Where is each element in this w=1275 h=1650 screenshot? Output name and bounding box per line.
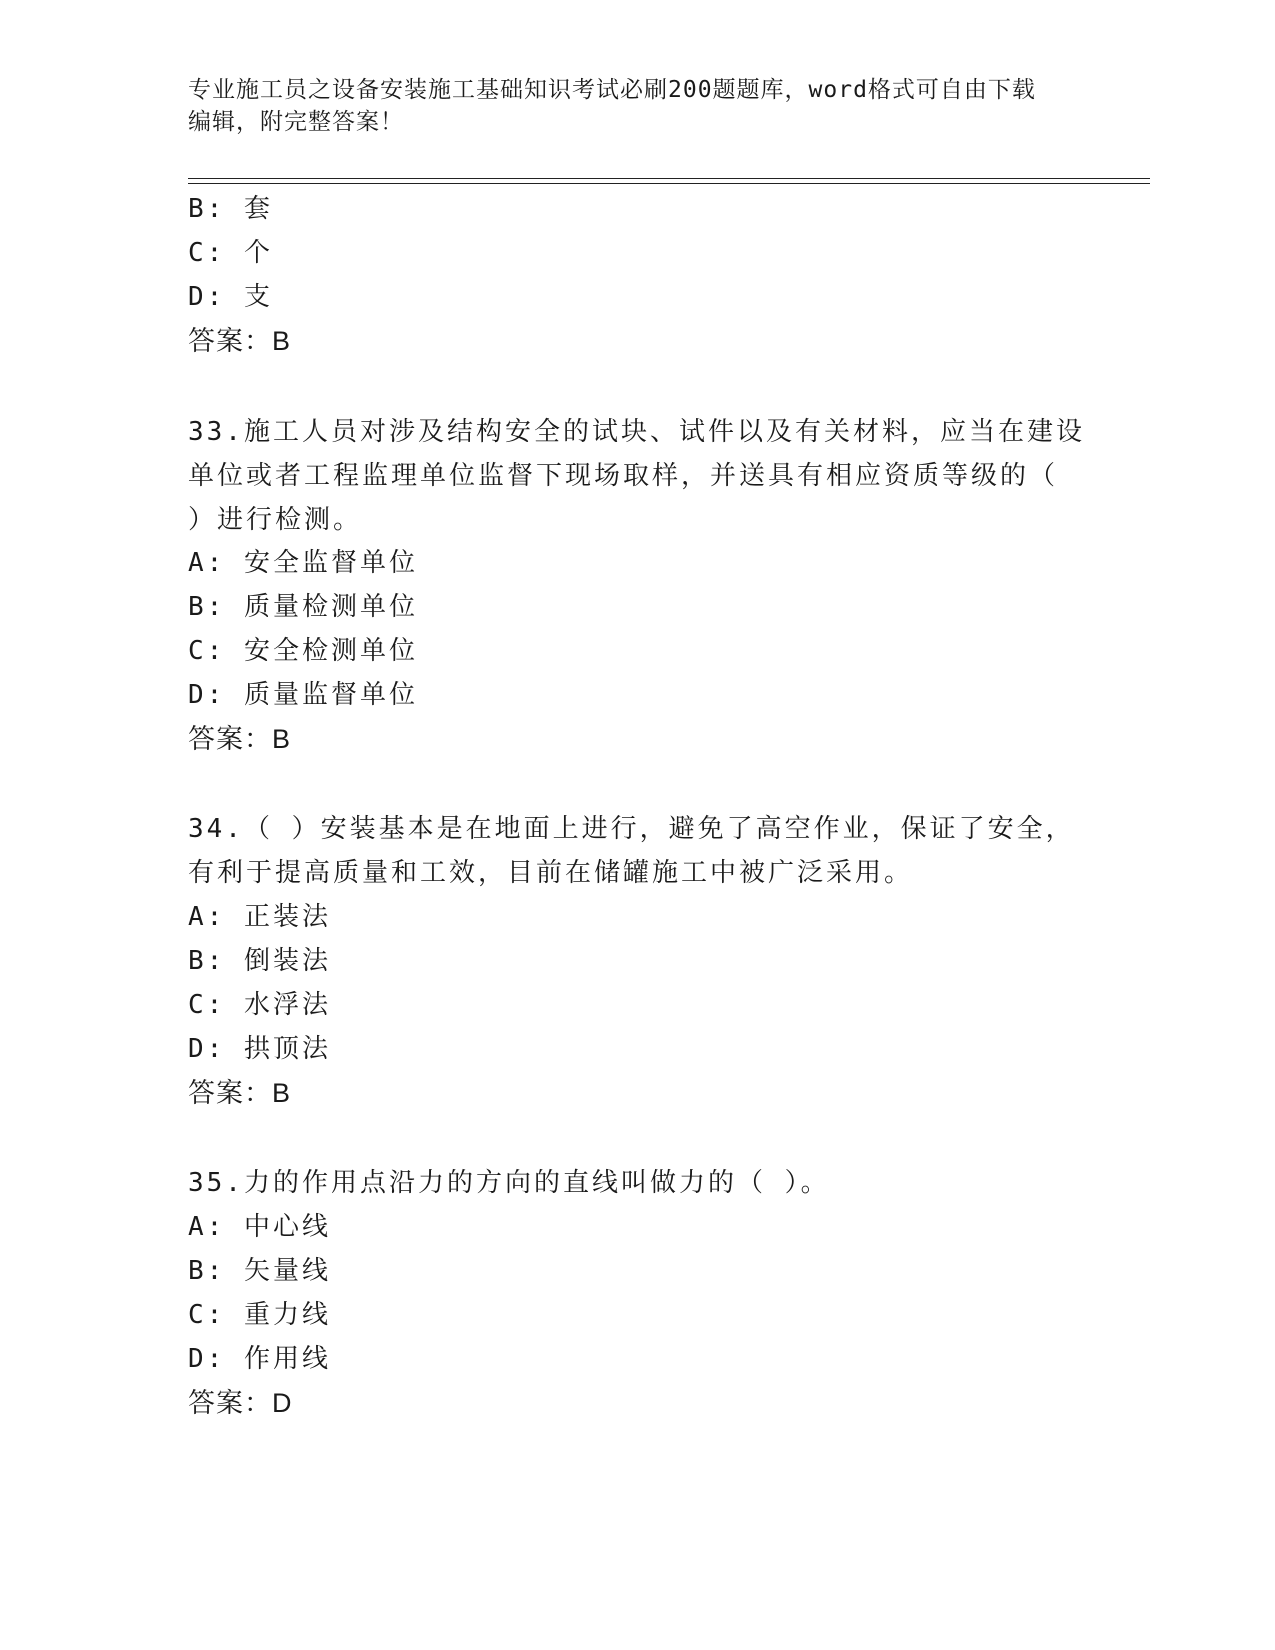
q34-option-a: A: 正装法 [188, 902, 331, 932]
page-header [188, 74, 1088, 138]
header-divider-top [188, 178, 1150, 179]
q33-option-d: D: 质量监督单位 [188, 680, 418, 710]
q34-option-b: B: 倒装法 [188, 946, 331, 976]
q35-option-c: C: 重力线 [188, 1300, 331, 1330]
q34-option-d: D: 拱顶法 [188, 1034, 331, 1064]
header-line-2: 编辑，附完整答案！ [188, 109, 404, 135]
header-line-1: 专业施工员之设备安装施工基础知识考试必刷200题题库，word格式可自由下载 [188, 77, 1036, 103]
header-divider-bottom [188, 183, 1150, 184]
q34-stem-line-1: 34.（ ）安装基本是在地面上进行，避免了高空作业，保证了安全， [188, 814, 1075, 844]
q34-option-c: C: 水浮法 [188, 990, 331, 1020]
q33-answer: 答案：B [188, 724, 292, 754]
q33-stem-line-3: ）进行检测。 [188, 505, 363, 535]
q33-option-c: C: 安全检测单位 [188, 636, 418, 666]
q33-stem-line-1: 33.施工人员对涉及结构安全的试块、试件以及有关材料，应当在建设 [188, 417, 1085, 447]
q35-option-b: B: 矢量线 [188, 1256, 331, 1286]
q32-option-c: C: 个 [188, 238, 273, 268]
q34-answer: 答案：B [188, 1078, 292, 1108]
q32-answer: 答案：B [188, 326, 292, 356]
q33-stem-line-2: 单位或者工程监理单位监督下现场取样，并送具有相应资质等级的（ [188, 461, 1059, 491]
q35-option-d: D: 作用线 [188, 1344, 331, 1374]
q33-option-a: A: 安全监督单位 [188, 548, 418, 578]
q32-option-b: B: 套 [188, 194, 273, 224]
q35-stem-line-1: 35.力的作用点沿力的方向的直线叫做力的（ ）。 [188, 1168, 830, 1198]
q35-option-a: A: 中心线 [188, 1212, 331, 1242]
q32-option-d: D: 支 [188, 282, 273, 312]
q35-answer: 答案：D [188, 1388, 293, 1418]
q33-option-b: B: 质量检测单位 [188, 592, 418, 622]
q34-stem-line-2: 有利于提高质量和工效，目前在储罐施工中被广泛采用。 [188, 858, 914, 888]
